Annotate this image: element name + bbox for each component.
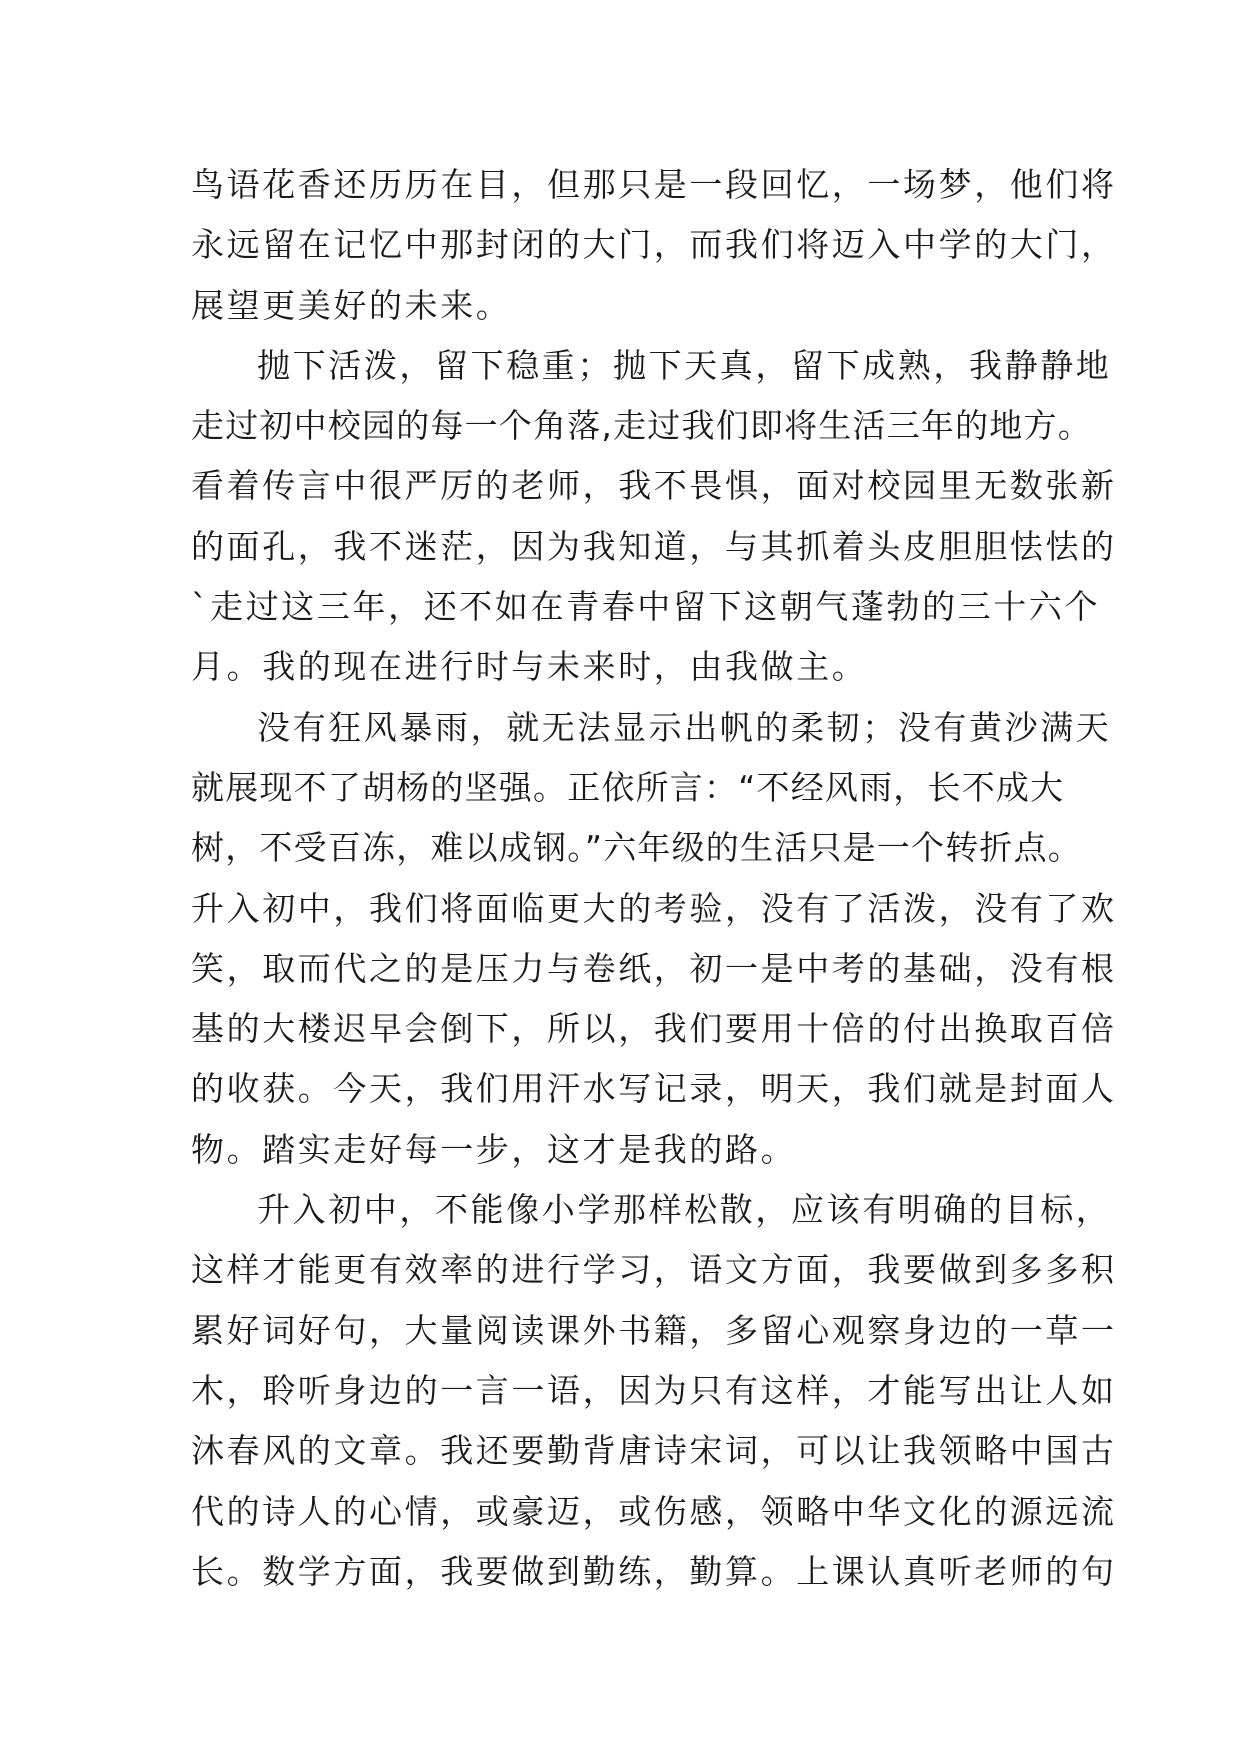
paragraph-first-line: 没有狂风暴雨，就无法显示出帆的柔韧；没有黄沙满天 <box>257 707 1112 747</box>
body-text <box>191 155 1117 1602</box>
text-line: 沐春风的文章。我还要勤背唐诗宋词，可以让我领略中国古 <box>191 1431 1117 1471</box>
text-line: 代的诗人的心情，或豪迈，或伤感，领略中华文化的源远流 <box>191 1491 1117 1531</box>
text-line: 笑，取而代之的是压力与卷纸，初一是中考的基础，没有根 <box>191 948 1117 988</box>
text-line: 物。踏实走好每一步，这才是我的路。 <box>191 1129 797 1169</box>
text-line: 永远留在记忆中那封闭的大门，而我们将迈入中学的大门， <box>191 225 1117 265</box>
text-line: 木，聆听身边的一言一语，因为只有这样，才能写出让人如 <box>191 1370 1117 1410</box>
text-line: 的收获。今天，我们用汗水写记录，明天，我们就是封面人 <box>191 1069 1117 1109</box>
text-line: 展望更美好的未来。 <box>191 285 512 325</box>
text-line: 这样才能更有效率的进行学习，语文方面，我要做到多多积 <box>191 1250 1117 1290</box>
text-line: 长。数学方面，我要做到勤练，勤算。上课认真听老师的句 <box>191 1551 1117 1591</box>
text-line: 累好词好句，大量阅读课外书籍，多留心观察身边的一草一 <box>191 1310 1117 1350</box>
text-line: 树，不受百冻，难以成钢。”六年级的生活只是一个转折点。 <box>191 828 1082 868</box>
text-line: 的面孔，我不迷茫，因为我知道，与其抓着头皮胆胆怯怯的 <box>191 526 1117 566</box>
text-line: 升入初中，我们将面临更大的考验，没有了活泼，没有了欢 <box>191 888 1117 928</box>
text-line: `走过这三年，还不如在青春中留下这朝气蓬勃的三十六个 <box>191 587 1101 627</box>
text-line: 看着传言中很严厉的老师，我不畏惧，面对校园里无数张新 <box>191 466 1117 506</box>
paragraph-first-line: 升入初中，不能像小学那样松散，应该有明确的目标， <box>257 1190 1112 1230</box>
text-line: 就展现不了胡杨的坚强。正依所言：“不经风雨，长不成大 <box>191 767 1065 807</box>
paragraph-first-line: 抛下活泼，留下稳重；抛下天真，留下成熟，我静静地 <box>257 345 1112 385</box>
text-line: 月。我的现在进行时与未来时，由我做主。 <box>191 647 868 687</box>
text-line: 走过初中校园的每一个角落,走过我们即将生活三年的地方。 <box>191 406 1092 446</box>
text-line: 基的大楼迟早会倒下，所以，我们要用十倍的付出换取百倍 <box>191 1009 1117 1049</box>
text-line: 鸟语花香还历历在目，但那只是一段回忆，一场梦，他们将 <box>191 165 1117 204</box>
